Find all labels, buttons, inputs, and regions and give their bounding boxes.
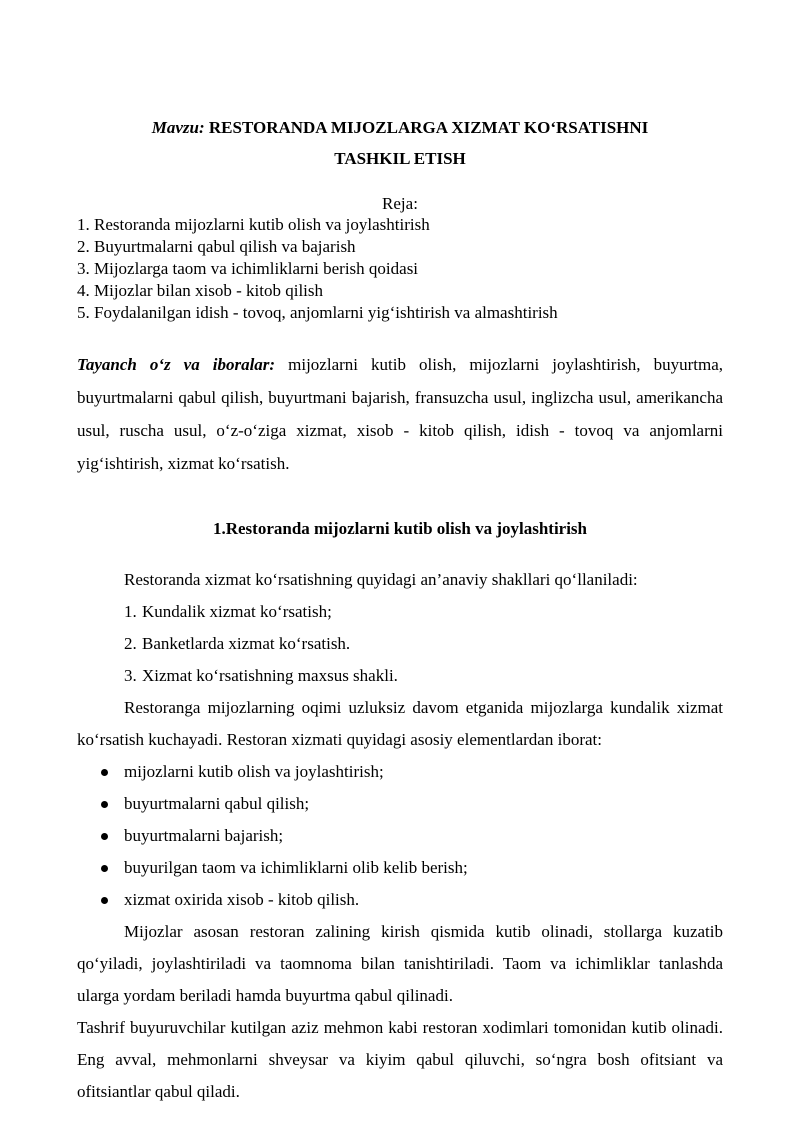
list-item [77,756,723,788]
plan-item: 1. Restoranda mijozlarni kutib olish va joylashtirish [77,215,430,234]
keywords-label: Tayanch o‘z va iboralar: [77,355,276,374]
bullet-icon [101,833,108,840]
list-item [77,596,723,628]
list-text: xizmat oxirida xisob - kitob qilish. [124,890,360,909]
bullet-icon [101,897,108,904]
list-item [77,628,723,660]
paragraph-3: Mijozlar asosan restoran zalining kirish qismida kutib olinadi, stollarga kuzatib qo‘yiladi, joylashtiriladi va taomnoma bilan tanishtiriladi. Taom va ichimliklar tanlashda ularga yordam beriladi hamda buyurtma qabul qilinadi. [77,922,723,1005]
list-text: buyurtmalarni bajarish; [124,826,284,845]
list-text: mijozlarni kutib olish va joylashtirish; [124,762,384,781]
document-title-line2: TASHKIL ETISH [334,149,466,168]
plan-item: 3. Mijozlarga taom va ichimliklarni berish qoidasi [77,259,419,278]
keywords-text: mijozlarni kutib olish, mijozlarni joylashtirish, buyurtma, buyurtmalarni qabul qilish, buyurtmani bajarish, fransuzcha usul, inglizcha usul, amerikancha usul, ruscha usul, o‘z-o‘ziga xizmat, xisob - kitob qilish, idish - tovoq va anjomlarni yig‘ishtirish, xizmat ko‘rsatish. [77,355,723,473]
list-item [77,884,723,916]
plan-item: 2. Buyurtmalarni qabul qilish va bajarish [77,237,356,256]
intro-paragraph: Restoranda xizmat ko‘rsatishning quyidagi an’anaviy shakllari qo‘llaniladi: [124,570,638,589]
paragraph-4: Tashrif buyuruvchilar kutilgan aziz mehmon kabi restoran xodimlari tomonidan kutib olinadi. Eng avval, mehmonlarni shveysar va kiyim qabul qiluvchi, so‘ngra bosh ofitsiant va ofitsiantlar qabul qiladi. [77,1018,723,1101]
list-number: 2. [124,634,137,653]
plan-item: 4. Mijozlar bilan xisob - kitob qilish [77,281,324,300]
list-text: buyurilgan taom va ichimliklarni olib kelib berish; [124,858,468,877]
list-item [77,820,723,852]
service-elements-list [77,756,723,916]
bullet-icon [101,769,108,776]
plan-item: 5. Foydalanilgan idish - tovoq, anjomlarni yig‘ishtirish va almashtirish [77,303,558,322]
keywords-paragraph [77,348,723,480]
list-item [77,788,723,820]
list-number: 3. [124,666,137,685]
list-text: Banketlarda xizmat ko‘rsatish. [142,634,351,653]
plan-list [77,214,558,324]
bullet-icon [101,865,108,872]
service-forms-list [77,596,723,692]
bullet-icon [101,801,108,808]
list-number: 1. [124,602,137,621]
document-title-line1 [77,118,723,138]
plan-heading: Reja: [382,194,418,213]
list-text: Kundalik xizmat ko‘rsatish; [142,602,332,621]
title-prefix: Mavzu: [151,118,205,137]
section-title: 1.Restoranda mijozlarni kutib olish va joylashtirish [212,519,588,538]
list-text: Xizmat ko‘rsatishning maxsus shakli. [142,666,398,685]
list-item [77,660,723,692]
section-body [77,564,723,1108]
title-text-line1: RESTORANDA MIJOZLARGA XIZMAT KO‘RSATISHNI [208,118,649,137]
list-text: buyurtmalarni qabul qilish; [124,794,310,813]
list-item [77,852,723,884]
paragraph-2: Restoranga mijozlarning oqimi uzluksiz davom etganida mijozlarga kundalik xizmat ko‘rsatish kuchayadi. Restoran xizmati quyidagi asosiy elementlardan iborat: [77,698,723,749]
